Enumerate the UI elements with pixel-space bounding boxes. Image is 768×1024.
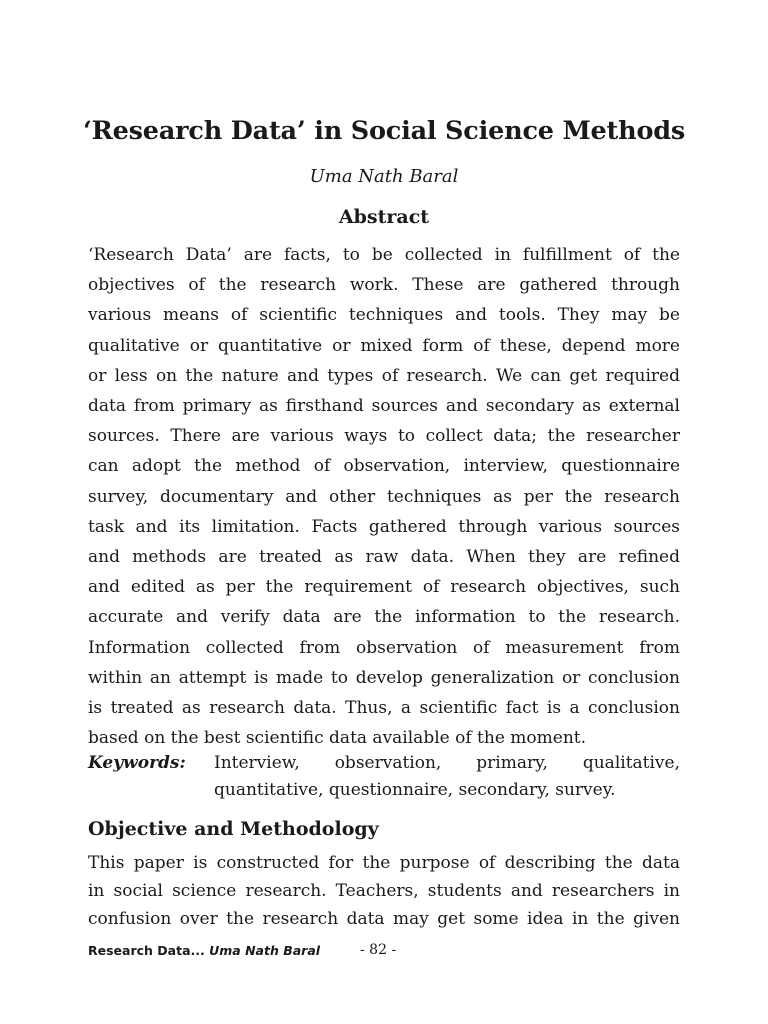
keywords-list [214,750,680,804]
abstract-line: objectives of the research work. These are gathered through [88,275,680,296]
running-title: Research Data... [88,943,205,958]
abstract-line: is treated as research data. Thus, a scientific fact is a conclusion [88,698,680,719]
abstract-line: or less on the nature and types of research. We can get required [88,365,680,386]
abstract-line: within an attempt is made to develop generalization or conclusion [88,667,680,688]
section-line: confusion over the research data may get some idea in the given [88,909,680,929]
paper-title: ‘Research Data’ in Social Science Methods [82,116,686,146]
running-footer [88,943,320,958]
abstract-line: ‘Research Data’ are facts, to be collected in fulfillment of the [88,245,680,265]
keywords-line: Interview, observation, primary, qualitative, [214,753,680,773]
abstract-line: qualitative or quantitative or mixed form of these, depend more [88,335,680,356]
page-number: - 82 - [360,942,397,958]
abstract-line: accurate and verify data are the information to the research. [88,607,680,628]
keywords-line: quantitative, questionnaire, secondary, survey. [214,780,616,800]
keywords-label: Keywords: [88,753,186,773]
abstract-body [88,240,680,753]
running-author: Uma Nath Baral [209,943,321,958]
abstract-line: based on the best scientific data available of the moment. [88,728,586,749]
section-body [88,849,680,933]
abstract-line: data from primary as firsthand sources and secondary as external [88,396,680,417]
abstract-line: task and its limitation. Facts gathered through various sources [88,516,680,537]
abstract-line: sources. There are various ways to collect data; the researcher [88,426,680,447]
section-heading: Objective and Methodology [88,818,379,840]
abstract-line: and methods are treated as raw data. When they are refined [88,547,680,568]
section-line: in social science research. Teachers, students and researchers in [88,881,680,901]
abstract-line: Information collected from observation of measurement from [88,637,680,658]
paper-author: Uma Nath Baral [309,166,459,187]
abstract-line: various means of scientific techniques and tools. They may be [88,305,680,326]
abstract-line: survey, documentary and other techniques as per the research [88,486,680,507]
section-line: This paper is constructed for the purpose of describing the data [88,853,680,873]
abstract-line: and edited as per the requirement of research objectives, such [88,577,680,598]
abstract-line: can adopt the method of observation, interview, questionnaire [88,456,680,477]
abstract-heading: Abstract [338,206,430,228]
